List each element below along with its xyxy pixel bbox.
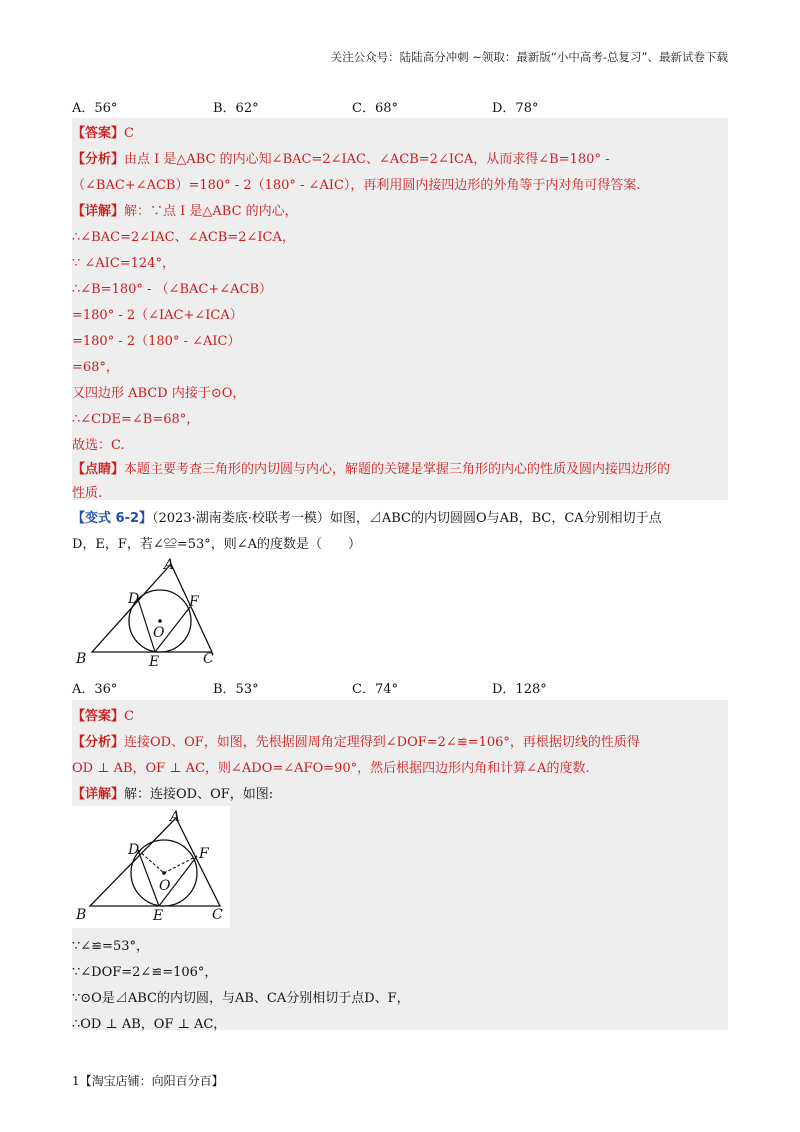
q2-option-a: A．36° — [72, 682, 118, 697]
label-c: C — [203, 651, 214, 667]
q1-analysis-line-1 — [72, 148, 609, 167]
q2-stem-line-2: D，E，F，若∠≌=53°，则∠A的度数是（ ） — [72, 537, 362, 552]
q1-answer — [72, 122, 134, 141]
answer-tag: 【答案】 — [72, 126, 125, 141]
q2-step: ∵∠≌=53°， — [72, 939, 149, 954]
q2-option-b: B．53° — [213, 682, 259, 697]
q2-answer — [72, 705, 134, 724]
q1-option-c: C．68° — [352, 101, 398, 116]
analysis-tag: 【分析】 — [72, 735, 125, 750]
label-f: F — [189, 594, 199, 610]
label-d: D — [128, 842, 140, 858]
detail-tag: 【详解】 — [72, 787, 125, 802]
comment-text: 本题主要考查三角形的内切圆与内心，解题的关键是掌握三角形的内心的性质及圆内接四边形的 — [124, 462, 671, 477]
q2-options — [72, 678, 732, 696]
stem-text: （2023·湖南娄底·校联考一模）如图，⊿ABC的内切圆圆O与AB，BC，CA分别相切于点 — [152, 511, 662, 526]
q2-step: ∴OD ⊥ AB，OF ⊥ AC， — [72, 1017, 227, 1032]
q1-step: 又四边形 ABCD 内接于⊙O， — [72, 386, 246, 401]
analysis-tag: 【分析】 — [72, 152, 125, 167]
center-point — [162, 871, 166, 875]
answer-value: C — [124, 709, 134, 724]
label-o: O — [159, 878, 171, 894]
q1-step: =180° - 2（∠IAC+∠ICA） — [72, 308, 243, 323]
detail-text: 解：∵点 I 是△ABC 的内心， — [124, 204, 298, 219]
variant-tag: 【变式 6-2】 — [72, 511, 153, 526]
q2-option-d: D．128° — [492, 682, 547, 697]
label-b: B — [76, 907, 87, 923]
analysis-text: 由点 I 是△ABC 的内心知∠BAC=2∠IAC、∠ACB=2∠ICA，从而求得∠B=180° - — [124, 152, 610, 167]
label-a: A — [170, 809, 181, 825]
q2-analysis-line-2: OD ⊥ AB，OF ⊥ AC，则∠ADO=∠AFO=90°，然后根据四边形内角和计算∠A的度数. — [72, 761, 590, 776]
label-b: B — [76, 651, 87, 667]
q1-option-a: A．56° — [72, 101, 118, 116]
q1-step: ∴∠B=180° - （∠BAC+∠ACB） — [72, 282, 273, 297]
q1-options — [72, 97, 732, 115]
analysis-text: 连接OD、OF，如图，先根据圆周角定理得到∠DOF=2∠≌=106°，再根据切线的性质得 — [124, 735, 640, 750]
q1-step: =68°， — [72, 360, 119, 375]
q2-stem-line-1 — [72, 507, 662, 526]
label-f: F — [199, 846, 209, 862]
q1-option-b: B．62° — [213, 101, 259, 116]
q2-step: ∵⊙O是⊿ABC的内切圆，与AB、CA分别相切于点D、F， — [72, 991, 410, 1006]
q1-analysis-line-2: （∠BAC+∠ACB）=180° - 2（180° - ∠AIC），再利用圆内接四边形的外角等于内对角可得答案. — [72, 178, 641, 193]
q2-detail-line — [72, 783, 273, 802]
q1-step: 故选：C. — [72, 438, 125, 453]
incircle-figure — [72, 555, 222, 670]
label-c: C — [212, 907, 223, 923]
q1-step: =180° - 2（180° - ∠AIC） — [72, 334, 241, 349]
label-a: A — [164, 557, 175, 573]
q1-comment-line-1 — [72, 458, 670, 477]
detail-tag: 【详解】 — [72, 204, 125, 219]
label-e: E — [153, 908, 164, 924]
label-e: E — [149, 654, 160, 670]
comment-tag: 【点睛】 — [72, 462, 125, 477]
label-d: D — [128, 591, 140, 607]
detail-text: 解：连接OD、OF，如图: — [124, 787, 274, 802]
q2-step: ∵∠DOF=2∠≌=106°， — [72, 965, 218, 980]
answer-value: C — [124, 126, 134, 141]
page-footer: 1【淘宝店铺：向阳百分百】 — [72, 1074, 224, 1088]
triangle-abc — [90, 818, 220, 906]
q1-step: ∴∠CDE=∠B=68°， — [72, 412, 200, 427]
q1-step: ∴∠BAC=2∠IAC、∠ACB=2∠ICA， — [72, 230, 295, 245]
q2-option-c: C．74° — [352, 682, 398, 697]
q1-step: ∵ ∠AIC=124°， — [72, 256, 175, 271]
label-o: O — [153, 625, 165, 641]
q2-analysis-line-1 — [72, 731, 640, 750]
center-point — [158, 619, 162, 623]
answer-tag: 【答案】 — [72, 709, 125, 724]
page-header: 关注公众号：陆陆高分冲刺 ~领取：最新版“小中高考-总复习”、最新试卷下载 — [330, 50, 728, 64]
q1-comment-line-2: 性质. — [72, 486, 103, 501]
radius-of — [164, 856, 197, 873]
q1-detail-line — [72, 200, 298, 219]
solution-figure — [72, 806, 230, 928]
q1-option-d: D．78° — [492, 101, 539, 116]
